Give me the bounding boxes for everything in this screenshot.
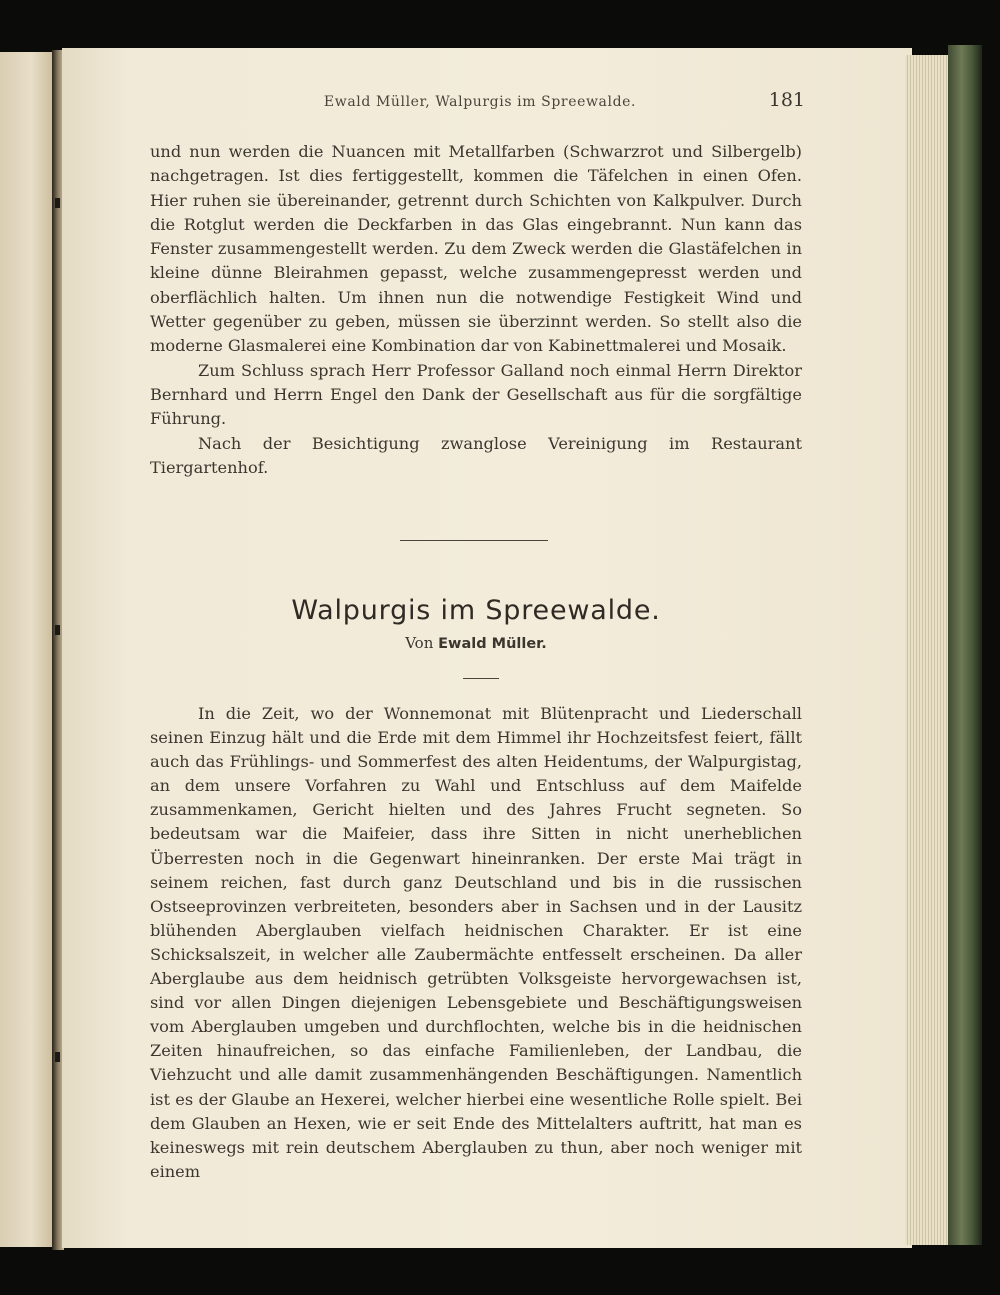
left-page-edge — [0, 52, 54, 1247]
margin-mark — [55, 198, 60, 208]
article-body — [150, 702, 802, 1184]
previous-article-text — [150, 140, 802, 480]
paragraph: Nach der Besichtigung zwanglose Vereinigung im Restaurant Tiergartenhof. — [150, 433, 802, 477]
margin-mark — [55, 625, 60, 635]
title-divider — [463, 678, 499, 679]
page-edges — [905, 55, 951, 1245]
paragraph: und nun werden die Nuancen mit Metallfarben (Schwarzrot und Silbergelb) nachgetragen. Ist dies fertiggestellt, kommen die Täfelchen in einen Ofen. Hier ruhen sie übereinander, getrennt durch Schichten von Kalkpulver. Durch die Rotglut werden die Deckfarben in das Glas eingebrannt. Nun kann das Fenster zusammengestellt werden. Zu dem Zweck werden die Glastäfelchen in kleine dünne Bleirahmen gepasst, welche zusammengepresst werden und oberflächlich halten. Um ihnen nun die notwendige Festigkeit Wind und Wetter gegenüber zu geben, müssen sie überzinnt werden. So stellt also die moderne Glasmalerei eine Kombination dar von Kabinettmalerei und Mosaik. — [150, 142, 802, 356]
section-divider — [400, 540, 548, 541]
running-header: Ewald Müller, Walpurgis im Spreewalde. — [323, 94, 637, 110]
article-title: Walpurgis im Spreewalde. — [291, 595, 661, 626]
book-binding — [948, 45, 982, 1245]
byline — [150, 634, 802, 652]
margin-mark — [55, 1052, 60, 1062]
page-number: 181 — [768, 89, 805, 111]
paragraph: Zum Schluss sprach Herr Professor Galland noch einmal Herrn Direktor Bernhard und Herrn Engel den Dank der Gesellschaft aus für die sorgfältige Führung. — [150, 360, 802, 429]
byline-prefix: Von — [405, 634, 434, 652]
author-name: Ewald Müller. — [438, 636, 547, 652]
paragraph: In die Zeit, wo der Wonnemonat mit Blütenpracht und Liederschall seinen Einzug hält und die Erde mit dem Himmel ihr Hochzeitsfest feiert, fällt auch das Frühlings- und Sommerfest des alten Heidentums, der Walpurgistag, an dem unsere Vorfahren zu Wahl und Entschluss auf dem Maifelde zusammenkamen, Gericht hielten und des Jahres Frucht segneten. So bedeutsam war die Maifeier, dass ihre Sitten in nicht unerheblichen Überresten noch in die Gegenwart hineinranken. Der erste Mai trägt in seinem reichen, fast durch ganz Deutschland und bis in die russischen Ostseeprovinzen verbreiteten, besonders aber in Sachsen und in der Lausitz blühenden Aberglauben vielfach heidnischen Charakter. Er ist eine Schicksalszeit, in welcher alle Zaubermächte entfesselt erscheinen. Da aller Aberglaube aus dem heidnisch getrübten Volksgeiste hervorgewachsen ist, sind vor allen Dingen diejenigen Lebensgebiete und Beschäftigungsweisen vom Aberglauben umgeben und durchflochten, welche bis in die heidnischen Zeiten hinaufreichen, so das einfache Familienleben, der Landbau, die Viehzucht und alle damit zusammenhängenden Beschäftigungen. Namentlich ist es der Glaube an Hexerei, welcher hierbei eine wesentliche Rolle spielt. Bei dem Glauben an Hexen, wie er seit Ende des Mittelalters auftritt, hat man es keineswegs mit rein deutschem Aberglauben zu thun, aber noch weniger mit einem — [150, 704, 802, 1181]
